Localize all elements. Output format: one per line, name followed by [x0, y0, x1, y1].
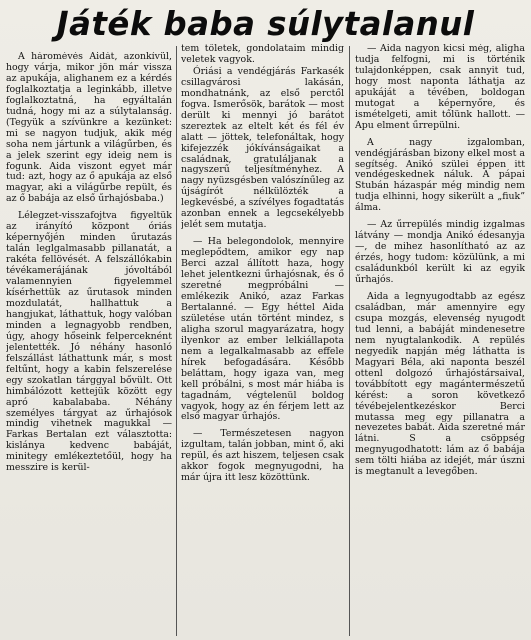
article-column-1: [6, 52, 172, 638]
paragraph: Óriási a vendégjárás Farkasék csillagvárosi lakásán, mondhatnánk, az első perctől fogva. Ismerősök, barátok — most derült ki mennyi jó barátot szereztek az eltelt két és fél év alatt — jöttek, telefonáltak, hogy kifejezzék jókívánságaikat a családnak, gratuláljanak a nagyszerű teljesítményhez. A nagy nyüzsgésben valószínűleg az újságírót nélkülözték a legkevésbé, a szívélyes fogadtatás azonban ennek a legcsekélyebb jelét sem mutatja.: [181, 65, 344, 231]
headline: Játék baba súlytalanul: [56, 4, 475, 43]
paragraph: — Az űrrepülés mindig izgalmas látvány — mondja Anikó édesanyja —, de mihez hasonlítható az az érzés, hogy tudom: közülünk, a mi családunkból került ki az egyik űrhajós.: [355, 219, 525, 286]
paragraph: A nagy izgalomban, vendégjárásban bizony elkel most a segítség. Anikó szülei éppen itt vendégeskednek náluk. A pápai Stubán házaspár még mindig nem tudja elhinni, hogy sikerült a „fiuk” álma.: [355, 136, 525, 214]
article-column-2: [181, 44, 344, 638]
column-rule-left: [176, 46, 177, 636]
paragraph: tem tőletek, gondolataim mindig veletek vagyok.: [181, 44, 344, 65]
paragraph: A háromévés Aidát, azonkívül, hogy várja, mikor jön már vissza az apukája, alighanem ez a kérdés foglalkoztatja a leginkább, illetve foglalkoztatná, ha egyáltalán tudná, hogy mi az a súlytalanság. (Tegyük a szívünkre a kezünket: mi se nagyon tudjuk, akik még soha nem jártunk a világűrben, és a jelek szerint egy ideig nem is fogunk. Aida viszont egyet már tud: azt, hogy az ő apukája az első magyar, aki a világűrbe repült, és az ő babája az első űrhajósbaba.): [6, 52, 172, 205]
paragraph: Aida a legnyugodtabb az egész családban, már amennyire egy csupa mozgás, elevenség nyugodt tud lenni, a babáját mindenesetre nem nyugtalankodik. A repülés negyedik napján még láthatta is Magyari Béla, aki naponta beszél ottenl dolgozó űrhajóstársaival, továbbított egy magántermészetű kérést: a soron következő tévébejelentkezéskor Berci mutassa meg egy pillanatra a nevezetes babát. Aida szeretné már látni. S a csöppség megnyugodhatott: lám az ő babája sem tölti hiába az idejét, már úszni is megtanult a levegőben.: [355, 291, 525, 478]
paragraph: — Aida nagyon kicsi még, aligha tudja felfogni, mi is történik tulajdonképpen, csak annyit tud, hogy most naponta láthatja az apukáját a tévében, boldogan mutogat a képernyőre, és ismételgeti, amit tőlünk hallott. — Apu elment űrrepülni.: [355, 44, 525, 131]
paragraph: Lélegzet-visszafojtva figyeltük az irányító központ óriás képernyőjén minden űrutazás talán leglgalmasabb pillanatát, a rakéta fellövését. A felszállókabin tévékamerájának jóvoltából valamennyien figyelemmel kísérhettük az űrutasok minden mozdulatát, hallhattuk a hangjukat, láthattuk, hogy valóban minden a legnagyobb rendben, úgy, ahogy hőseink felperceknént jelentették. Jó néhány hasonló felszállást láthattunk már, s most feltűnt, hogy a kabin felszerelése egy szokatlan tárggyal bővült. Ott himbálózott kettejük között egy apró kabalababa. Néhány személyes tárgyat az űrhajósok mindig vihetnek magukkal — Farkas Bertalan ezt választotta: kislánya kedvenc babáját, minitegy emlékeztetőül, hogy ha messzire is kerül-: [6, 210, 172, 474]
paragraph: — Ha belegondolok, mennyire meglepődtem, amikor egy nap Berci azzal állított haza, hogy lehet jelentkezni űrhajósnak, és ő szeretné megpróbálni — emlékezik Anikó, azaz Farkas Bertalanné. — Egy héttel Aida születése után történt mindez, s aligha szorul magyarázatra, hogy ilyenkor az ember lelkiállapota nem a legalkalmasabb az effele hírek befogadására. Később beláttam, hogy igaza van, meg kell próbálni, s most már hiába is tagadnám, végtelenül boldog vagyok, hogy az én férjem lett az első magyar űrhajós.: [181, 236, 344, 423]
article-column-3: [355, 44, 525, 638]
column-rule-right: [349, 46, 350, 636]
paragraph: — Természetesen nagyon izgultam, talán jobban, mint ő, aki repül, és azt hiszem, teljesen csak akkor fogok megnyugodni, ha már újra itt lesz közöttünk.: [181, 428, 344, 484]
